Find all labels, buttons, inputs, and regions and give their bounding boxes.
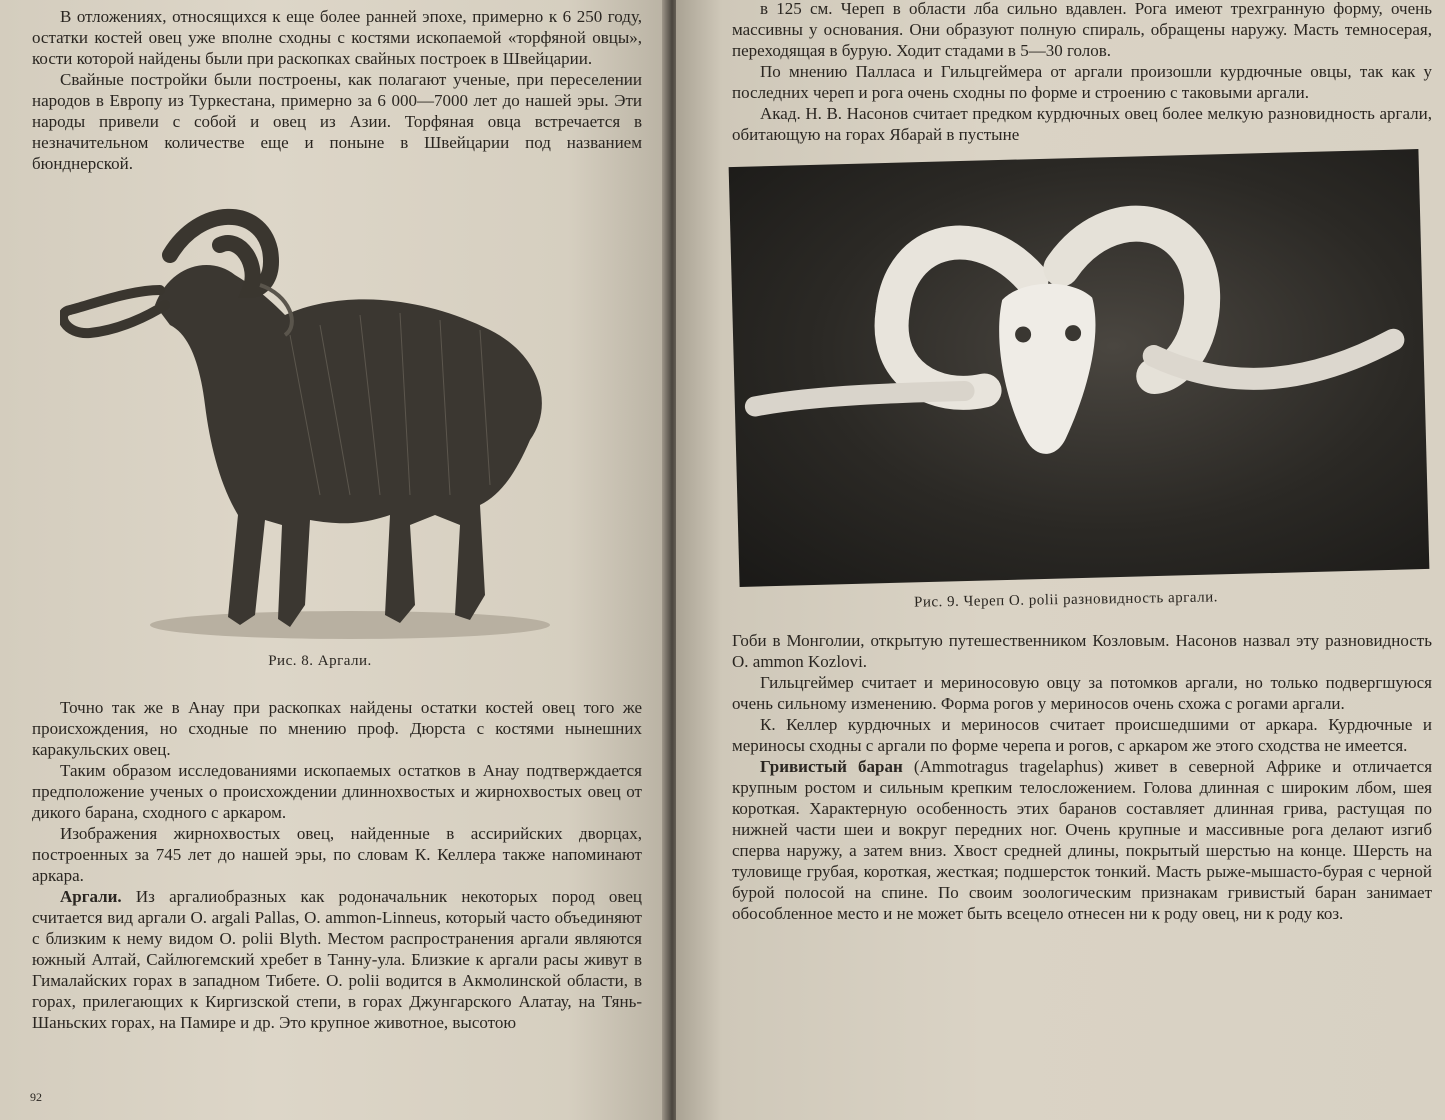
paragraph: в 125 см. Череп в области лба сильно вдавлен. Рога имеют трехгранную форму, очень массивны у основания. Они образуют полную спираль, обращены наружу. Масть темносерая, переходящая в бурую. Ходит стадами в 5—30 голов. [732, 0, 1432, 60]
paragraph: По мнению Палласа и Гильцгеймера от аргали произошли курдючные овцы, так как у последних череп и рога очень сходны по форме и строению с таковыми аргали. [732, 62, 1432, 102]
skull-photograph [729, 149, 1430, 587]
skull-image [729, 149, 1430, 587]
argali-text: Из аргалиобразных как родоначальник некоторых пород овец считается вид аргали O. argali Pallas, O. ammon-Linneus, который часто объединяют с близким к нему видом O. polii Blyth. Местом распространения аргали являются южный Алтай, Сайлюгемский хребет в Танну-ула. Близкие к аргали расы живут в Гималайских горах в западном Тибете. O. polii водится в Акмолинской области, в горах, прилегающих к Киргизской степи, в горах Джунгарского Алатау, на Тянь-Шаньских горах, на Памире и др. Это крупное животное, высотою [32, 887, 643, 1032]
left-bottom-text [32, 697, 642, 1033]
paragraph: К. Келлер курдючных и мериносов считает происшедшими от аркара. Курдючные и мериносы сходны с аргали по форме черепа и рогов, с аркаром же этого сходства не имеется. [732, 715, 1432, 755]
ram-heading: Гривистый баран [760, 757, 903, 776]
paragraph: Свайные постройки были построены, как полагают ученые, при переселении народов в Европу из Туркестана, примерно за 6 000—7000 лет до нашей эры. Эти народы привели с собой и овец из Азии. Торфяная овца встречается в незначительном количестве еще и поныне в Швейцарии под названием бюнднерской. [32, 70, 642, 173]
paragraph: Гоби в Монголии, открытую путешественником Козловым. Насонов назвал эту разновидность O. ammon Kozlovi. [732, 631, 1432, 671]
ram-paragraph [732, 756, 1432, 924]
left-page [0, 0, 668, 1120]
left-top-text [32, 6, 642, 174]
argali-heading: Аргали. [60, 887, 122, 906]
paragraph: Точно так же в Анау при раскопках найдены остатки костей овец того же происхождения, но сходные по мнению проф. Дюрста с костями нынешних каракульских овец. [32, 698, 642, 759]
right-top-text [732, 0, 1432, 145]
paragraph: В отложениях, относящихся к еще более ранней эпохе, примерно к 6 250 году, остатки костей овец уже вполне сходны с костями ископаемой «торфяной овцы», кости которой найдены были при раскопках свайных построек в Швейцарии. [32, 7, 642, 68]
figure-8-caption: Рис. 8. Аргали. [268, 653, 372, 669]
paragraph: Изображения жирнохвостых овец, найденные в ассирийских дворцах, построенных за 745 лет до нашей эры, по словам К. Келлера также напоминают аркара. [32, 824, 642, 885]
argali-illustration [60, 195, 560, 645]
right-bottom-text [732, 630, 1432, 924]
argali-paragraph [32, 886, 642, 1033]
figure-9-caption: Рис. 9. Череп O. polii разновидность аргали. [913, 589, 1219, 611]
paragraph: Гильцгеймер считает и мериносовую овцу за потомков аргали, но только подвергшуюся очень сильному изменению. Форма рогов у мериносов очень схожа с рогами аргали. [732, 673, 1432, 713]
right-page [676, 0, 1445, 1120]
paragraph: Акад. Н. В. Насонов считает предком курдючных овец более мелкую разновидность аргали, обитающую на горах Ябарай в пустыне [732, 104, 1432, 144]
paragraph: Таким образом исследованиями ископаемых остатков в Анау подтверждается предположение ученых о происхождении длиннохвостых и жирнохвостых овец от дикого барана, сходного с аркаром. [32, 761, 642, 822]
page-number: 92 [30, 1090, 42, 1104]
ram-text: (Ammotragus tragelaphus) живет в северной Африке и отличается крупным ростом и сильным крепким телосложением. Голова длинная с широким лбом, шея короткая. Характерную особенность этих баранов составляет длинная грива, растущая по нижней части шеи и вокруг передних ног. Очень крупные и массивные рога делают изгиб сперва наружу, а затем вниз. Хвост средней длины, покрытый шерстью на конце. Шерсть на туловище грубая, короткая, жесткая; подшерсток тонкий. Масть рыже-мышасто-бурая с черной бурой полосой на спине. По своим зоологическим признакам гривистый баран занимает обособленное место и не может быть всецело отнесен ни к роду овец, ни к роду коз. [732, 757, 1433, 923]
